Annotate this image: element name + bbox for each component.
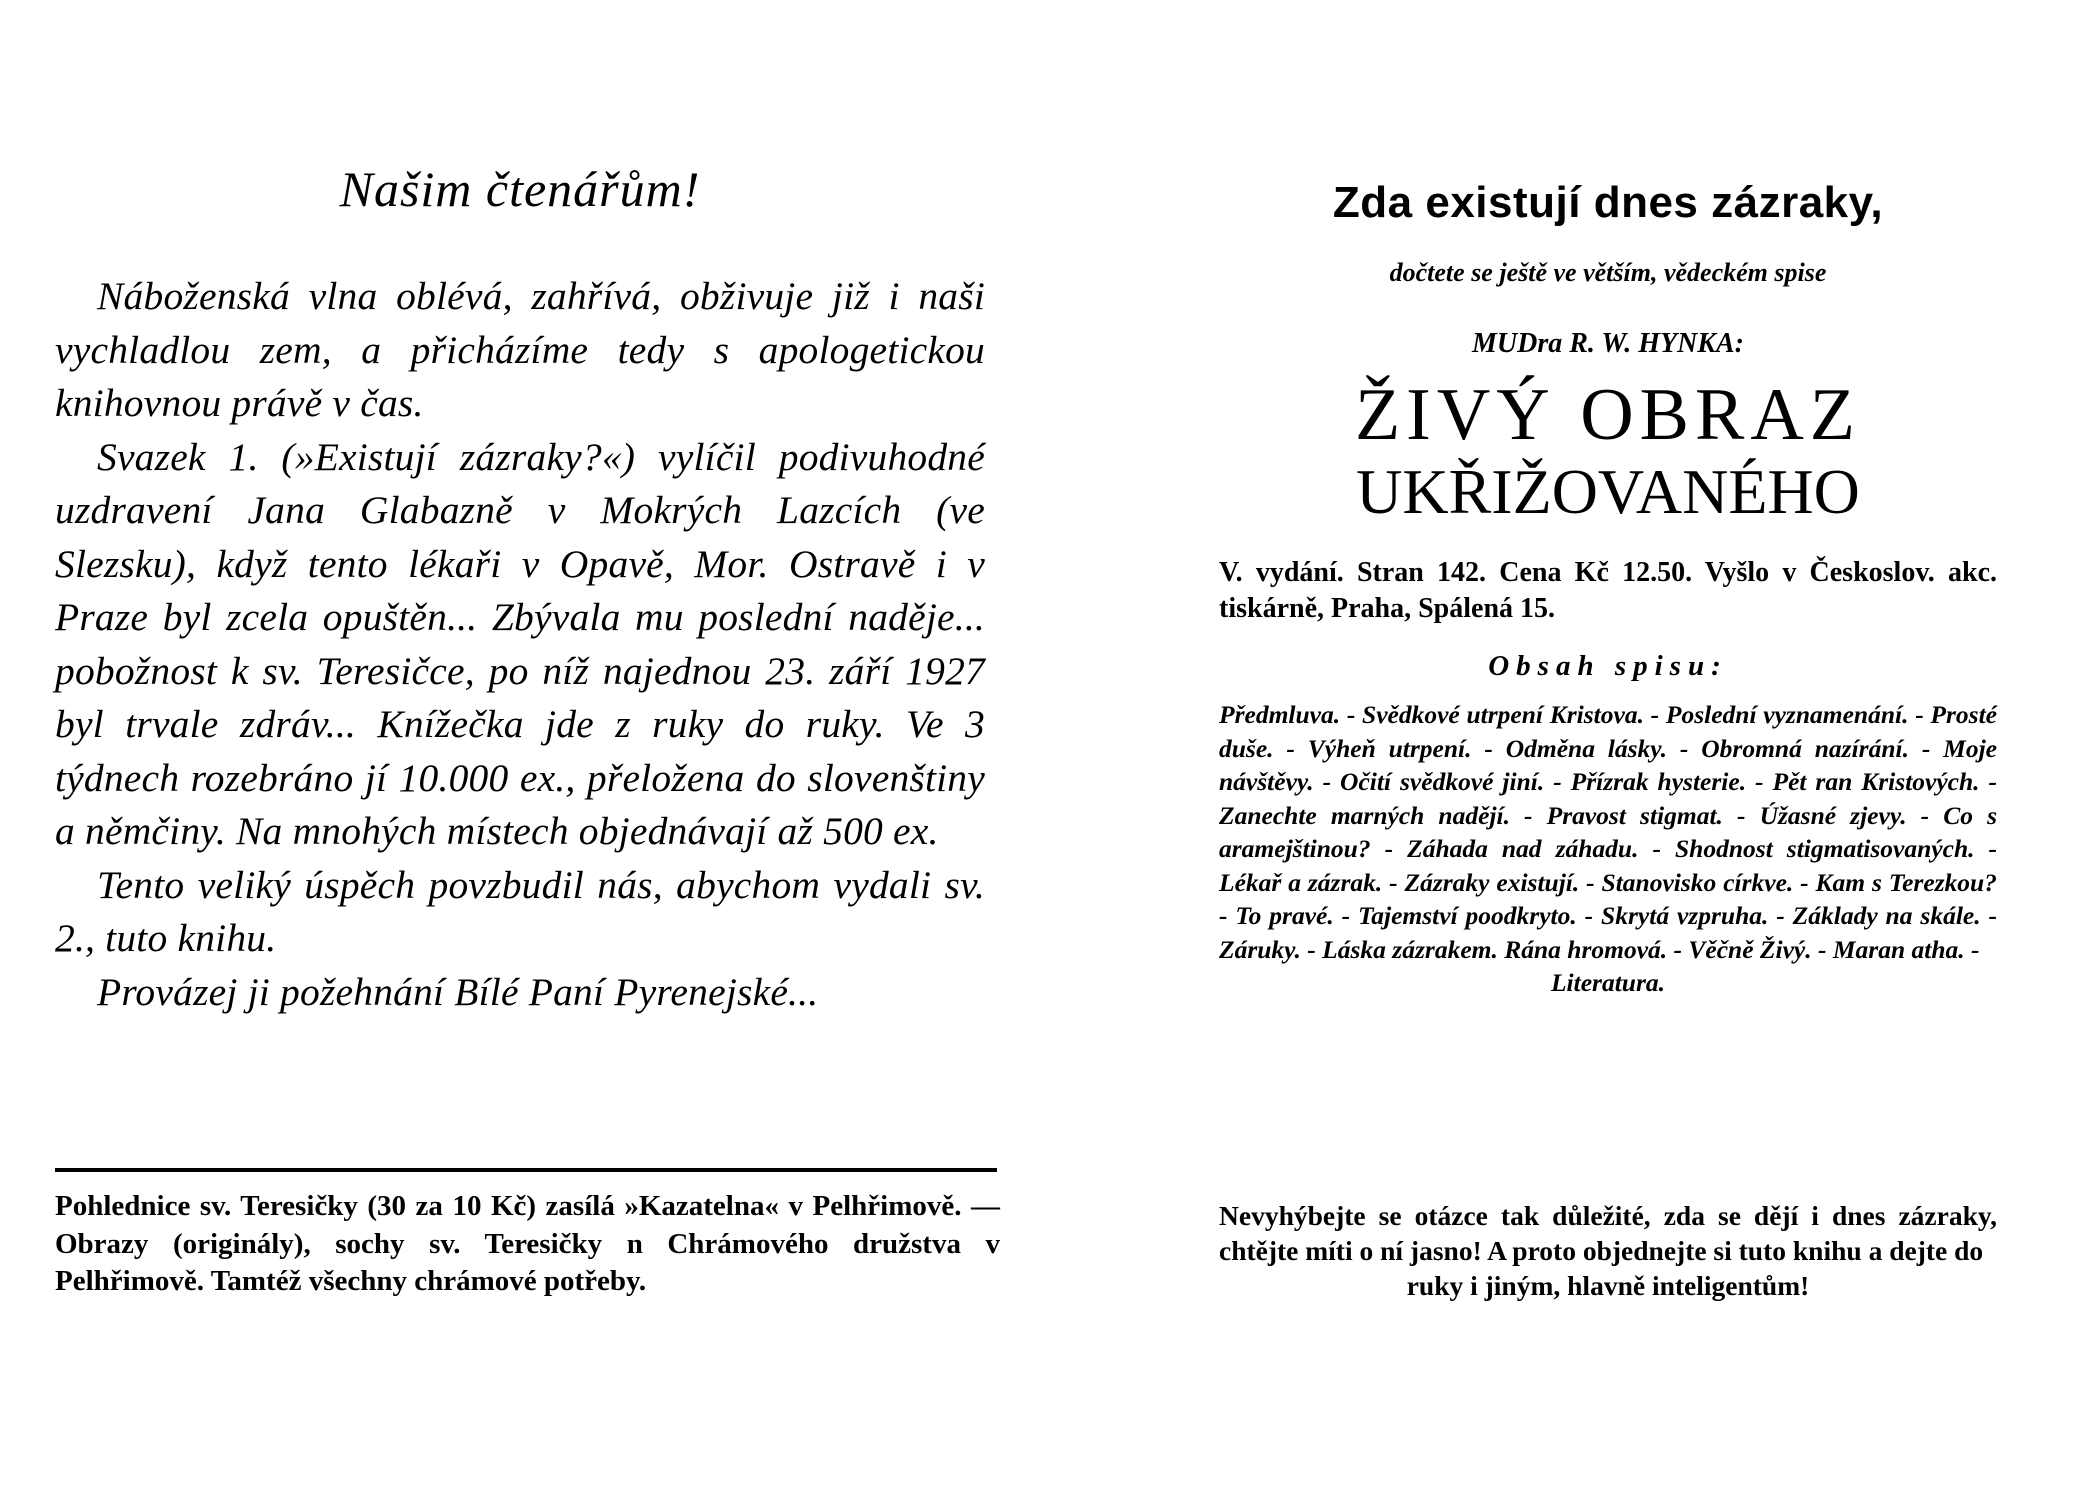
paragraph: Tento veliký úspěch povzbudil nás, abychom vydali sv. 2., tuto knihu. bbox=[55, 862, 985, 960]
edition-info: V. vydání. Stran 142. Cena Kč 12.50. Vyšlo v Českoslov. akc. tiskárně, Praha, Spálená 15. bbox=[1219, 557, 1997, 624]
paragraph: Provázej ji požehnání Bílé Paní Pyrenejské... bbox=[97, 969, 819, 1014]
contents-heading: Obsah spisu: bbox=[1488, 650, 1728, 682]
cta-text: Nevyhýbejte se otázce tak důležité, zda se dějí i dnes zázraky, chtějte míti o ní jasno! A proto objednejte si tuto knihu a dejte do bbox=[1219, 1200, 1997, 1266]
subline: dočtete se ještě ve větším, vědeckém spise bbox=[1389, 258, 1827, 287]
book-title-line-1: ŽIVÝ OBRAZ bbox=[1354, 374, 1862, 456]
author: MUDra R. W. HYNKA: bbox=[1471, 328, 1744, 359]
paragraph: Náboženská vlna oblévá, zahřívá, obživuje již i naši vychladlou zem, a přicházíme tedy s apologetickou knihovnou právě v čas. bbox=[55, 274, 985, 425]
headline: Zda existují dnes zázraky, bbox=[1332, 178, 1884, 227]
contents-end: Literatura. bbox=[1550, 968, 1666, 997]
footer-note: Pohlednice sv. Teresičky (30 za 10 Kč) zasílá »Kazatelna« v Pelhřimově. — Obrazy (originály), sochy sv. Teresičky n Chrámového družstva v Pelhřimově. Tamtéž všechny chrámové potřeby. bbox=[55, 1190, 1000, 1297]
paragraph: Svazek 1. (»Existují zázraky?«) vylíčil podivuhodné uzdravení Jana Glabazně v Mokrých Lazcích (ve Slezsku), když tento lékaři v Opavě, Mor. Ostravě i v Praze byl zcela opuštěn... Zbývala mu poslední naděje... pobožnost k sv. Teresičce, po níž najednou 23. září 1927 byl trvale zdráv... Knížečka jde z ruky do ruky. Ve 3 týdnech rozebráno jí 10.000 ex., přeložena do slovenštiny a němčiny. Na mnohých místech objednávají až 500 ex. bbox=[55, 434, 985, 853]
page-title: Našim čtenářům! bbox=[339, 161, 701, 217]
body-text bbox=[55, 270, 985, 1019]
call-to-action bbox=[1219, 1198, 1997, 1303]
horizontal-rule bbox=[55, 1168, 997, 1172]
cta-end: ruky i jiným, hlavně inteligentům! bbox=[1406, 1270, 1810, 1301]
contents-text: Předmluva. - Svědkové utrpení Kristova. - Poslední vyznamenání. - Prosté duše. - Výheň utrpení. - Odměna lásky. - Obromná nazírání. - Moje návštěvy. - Očití svědkové jiní. - Přízrak hysterie. - Pět ran Kristových. - Zanechte marných nadějí. - Pravost stigmat. - Úžasné zjevy. - Co s aramejštinou? - Záhada nad záhadu. - Shodnost stigmatisovaných. - Lékař a zázrak. - Zázraky existují. - Stanovisko církve. - Kam s Terezkou? - To pravé. - Tajemství poodkryto. - Skrytá vzpruha. - Základy na skále. - Záruky. - Láska zázrakem. Rána hromová. - Věčně Živý. - Maran atha. - bbox=[1219, 700, 1997, 964]
right-page bbox=[1047, 0, 2094, 1500]
contents-list bbox=[1219, 698, 1997, 1000]
book-title-line-2: UKŘIŽOVANÉHO bbox=[1356, 456, 1860, 527]
